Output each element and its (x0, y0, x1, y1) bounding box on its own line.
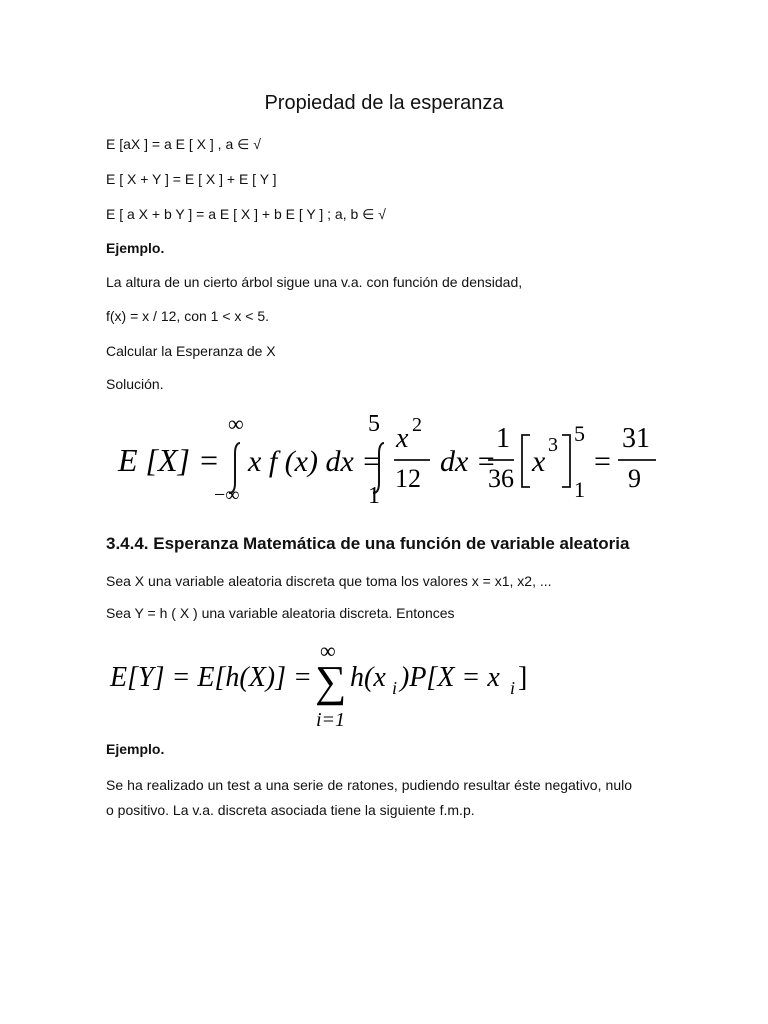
property-line-1: E [aX ] = a E [ X ] , a ∈ √ (106, 136, 261, 152)
example-label: Ejemplo. (106, 240, 165, 256)
formula1-eval-upper: 5 (574, 421, 585, 446)
formula2-lhs: E[Y] = E[h(X)] = (110, 662, 312, 693)
formula1-frac-num-exp: 2 (412, 414, 422, 436)
example-text: La altura de un cierto árbol sigue una v.a. con función de densidad, (106, 274, 523, 290)
formula2-sum-lower: i=1 (316, 709, 346, 731)
task-text: Calcular la Esperanza de X (106, 343, 276, 359)
formula1-lhs: E [X] = (118, 442, 220, 478)
expectation-function-formula (106, 634, 536, 734)
left-bracket (522, 435, 530, 487)
section-heading: 3.4.4. Esperanza Matemática de una función de variable aleatoria (106, 534, 630, 553)
property-line-3: E [ a X + b Y ] = a E [ X ] + b E [ Y ] ; a, b ∈ √ (106, 206, 386, 222)
formula1-lower-inf: −∞ (214, 484, 240, 506)
formula2-sum-symbol: ∑ (315, 657, 347, 706)
section-line-2: Sea Y = h ( X ) una variable aleatoria discreta. Entonces (106, 605, 455, 621)
formula1-upper-lim: 5 (368, 411, 380, 437)
formula1-bracket-var: x (532, 445, 546, 478)
expectation-integral-formula (110, 405, 670, 510)
final-paragraph: Se ha realizado un test a una serie de ratones, pudiendo resultar éste negativo, nulo o positivo. La v.a. discreta asociada tiene la siguiente f.m.p. (106, 777, 632, 818)
formula1-result-num: 31 (622, 423, 650, 454)
density-text: f(x) = x / 12, con 1 < x < 5. (106, 308, 270, 324)
section-line-1: Sea X una variable aleatoria discreta que toma los valores x = x1, x2, ... (106, 573, 552, 589)
solution-label: Solución. (106, 376, 164, 392)
formula2-term: h(x (350, 662, 386, 693)
formula1-eval-lower: 1 (574, 477, 585, 502)
formula1-eq: = (594, 445, 611, 478)
right-bracket (562, 435, 570, 487)
formula1-result-den: 9 (628, 464, 641, 493)
formula1-integrand: x f (x) dx = (248, 445, 382, 478)
formula2-term-end: ] (518, 662, 528, 693)
formula1-dx: dx = (440, 445, 497, 478)
formula2-sub-i1: i (392, 678, 398, 698)
formula1-coef-num: 1 (496, 423, 510, 454)
page-title: Propiedad de la esperanza (264, 92, 504, 114)
property-line-2: E [ X + Y ] = E [ X ] + E [ Y ] (106, 171, 277, 187)
formula2-sum-upper: ∞ (320, 638, 336, 663)
formula2-sub-i2: i (510, 678, 516, 698)
formula1-coef-den: 36 (488, 464, 514, 493)
example-label-2: Ejemplo. (106, 741, 165, 757)
formula1-frac-num: x (396, 423, 409, 454)
formula1-lower-lim: 1 (368, 483, 380, 509)
formula2-term2: )P[X = x (400, 662, 500, 693)
formula1-bracket-exp: 3 (548, 434, 558, 456)
formula1-upper-inf: ∞ (228, 411, 244, 436)
formula1-frac-den: 12 (395, 464, 421, 493)
